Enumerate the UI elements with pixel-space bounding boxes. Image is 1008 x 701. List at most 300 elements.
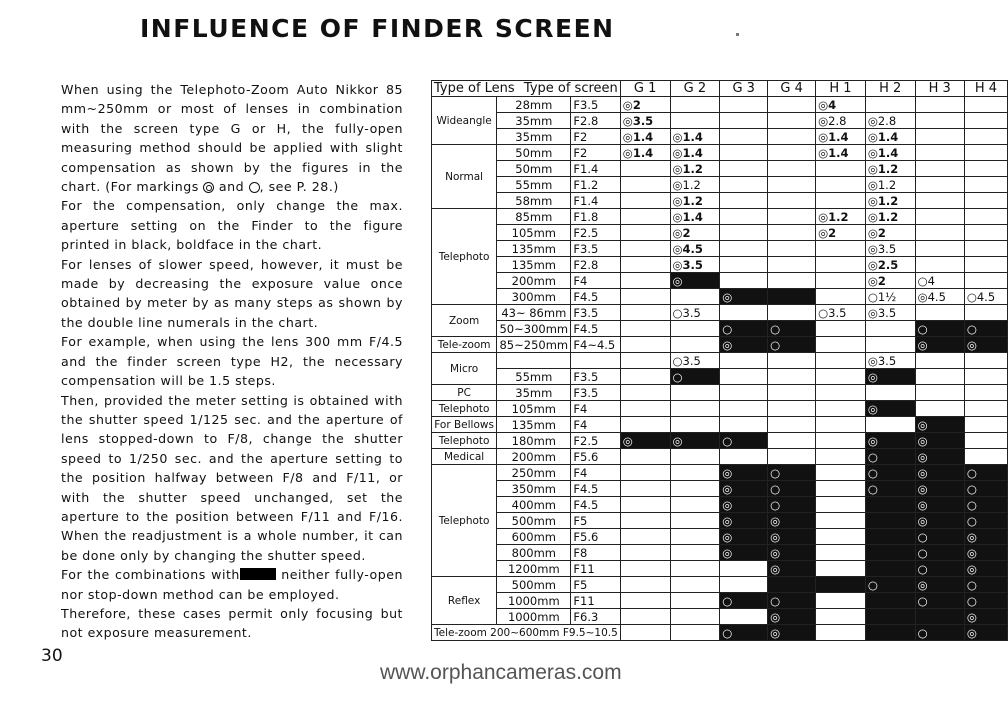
compensation-cell: ◎2	[865, 273, 915, 289]
compensation-cell: ◎3.5	[865, 241, 915, 257]
focal-length-cell: 28mm	[497, 97, 571, 113]
compensation-cell	[964, 273, 1007, 289]
compensation-cell	[720, 561, 768, 577]
compensation-cell: ○	[720, 321, 768, 337]
compensation-cell: ◎	[768, 529, 816, 545]
compensation-cell: ○	[964, 465, 1007, 481]
focal-length-cell: 800mm	[497, 545, 571, 561]
compensation-cell	[620, 545, 670, 561]
compensation-cell: ○	[720, 433, 768, 449]
compensation-cell: ◎1.2	[865, 177, 915, 193]
compensation-cell	[620, 289, 670, 305]
compensation-cell	[620, 609, 670, 625]
aperture-cell: F11	[571, 593, 620, 609]
aperture-cell: F3.5	[571, 369, 620, 385]
chart-row	[432, 145, 1008, 161]
aperture-cell: F5	[571, 577, 620, 593]
compensation-cell	[720, 177, 768, 193]
chart-row	[432, 161, 1008, 177]
compensation-cell: ○	[768, 337, 816, 353]
compensation-cell: ○	[768, 321, 816, 337]
circle-icon	[249, 182, 260, 193]
chart-row	[432, 129, 1008, 145]
compensation-cell	[865, 529, 915, 545]
compensation-cell: ◎1.4	[865, 129, 915, 145]
compensation-cell: ◎	[768, 561, 816, 577]
aperture-cell: F4.5	[571, 289, 620, 305]
compensation-cell: ○	[768, 497, 816, 513]
compensation-cell	[670, 337, 720, 353]
compensation-cell	[720, 225, 768, 241]
compensation-cell: ◎	[768, 513, 816, 529]
compensation-cell	[720, 161, 768, 177]
aperture-cell: F2.8	[571, 113, 620, 129]
lens-group-cell: Telephoto	[432, 433, 497, 449]
compensation-cell	[620, 577, 670, 593]
compensation-cell: ○	[915, 561, 964, 577]
compensation-cell	[964, 353, 1007, 369]
compensation-cell	[865, 337, 915, 353]
chart-row	[432, 353, 1008, 369]
compensation-cell	[620, 257, 670, 273]
lens-group-cell: Medical	[432, 449, 497, 465]
compensation-cell	[620, 561, 670, 577]
compensation-cell	[768, 145, 816, 161]
compensation-cell: ◎	[720, 545, 768, 561]
chart-row	[432, 449, 1008, 465]
compensation-cell: ◎1.4	[670, 129, 720, 145]
compensation-cell	[620, 193, 670, 209]
compensation-cell	[915, 225, 964, 241]
scan-speck	[736, 33, 739, 36]
compensation-cell: ◎	[865, 401, 915, 417]
compensation-cell	[720, 113, 768, 129]
compensation-cell	[915, 257, 964, 273]
compensation-cell	[964, 401, 1007, 417]
lens-group-cell: Tele-zoom	[432, 337, 497, 353]
compensation-cell	[816, 577, 866, 593]
compensation-cell: ○	[670, 369, 720, 385]
focal-length-cell: 55mm	[497, 369, 571, 385]
compensation-cell	[915, 241, 964, 257]
chart-row	[432, 369, 1008, 385]
compensation-cell	[964, 97, 1007, 113]
compensation-cell: ○	[915, 545, 964, 561]
compensation-cell	[620, 385, 670, 401]
compensation-cell: ◎4.5	[915, 289, 964, 305]
compensation-cell	[620, 513, 670, 529]
compensation-cell	[816, 417, 866, 433]
aperture-cell: F2	[571, 129, 620, 145]
compensation-cell: ○4.5	[964, 289, 1007, 305]
compensation-cell	[865, 625, 915, 641]
focal-length-cell: 135mm	[497, 257, 571, 273]
compensation-cell: ◎3.5	[620, 113, 670, 129]
compensation-cell	[964, 145, 1007, 161]
compensation-cell	[915, 209, 964, 225]
focal-length-cell: 50~300mm	[497, 321, 571, 337]
corner-screen-label: Type of screen	[523, 81, 618, 96]
compensation-cell	[768, 129, 816, 145]
compensation-cell	[670, 513, 720, 529]
compensation-cell: ○	[964, 593, 1007, 609]
compensation-cell: ◎1.4	[816, 145, 866, 161]
compensation-cell	[620, 241, 670, 257]
compensation-cell	[768, 417, 816, 433]
focal-length-cell: 35mm	[497, 113, 571, 129]
aperture-cell: F5.6	[571, 449, 620, 465]
compensation-cell: ○3.5	[816, 305, 866, 321]
compensation-cell	[620, 337, 670, 353]
compensation-cell: ◎	[964, 545, 1007, 561]
aperture-cell: F2.5	[571, 433, 620, 449]
paragraph-intro-part1: When using the Telephoto-Zoom Auto Nikkor 85 mm~250mm or most of lenses in combination with the screen type G or H, the fully-open measuring method should be applied with slight compensation as shown by the figures in the chart. (For markings	[61, 82, 403, 195]
compensation-cell	[816, 401, 866, 417]
chart-row	[432, 321, 1008, 337]
compensation-cell: ○	[964, 497, 1007, 513]
compensation-cell: ◎	[865, 433, 915, 449]
compensation-cell	[865, 385, 915, 401]
compensation-cell: ○	[964, 321, 1007, 337]
compensation-cell	[964, 433, 1007, 449]
compensation-cell: ◎	[720, 529, 768, 545]
lens-group-cell: Telephoto	[432, 465, 497, 577]
compensation-cell: ○	[865, 577, 915, 593]
paragraph-intro	[61, 80, 403, 196]
compensation-cell	[720, 577, 768, 593]
compensation-cell	[915, 177, 964, 193]
compensation-cell: ◎	[768, 545, 816, 561]
chart-row	[432, 97, 1008, 113]
compensation-cell	[620, 161, 670, 177]
chart-row	[432, 417, 1008, 433]
paragraph-example: For example, when using the lens 300 mm F/4.5 and the finder screen type H2, the necessary compensation will be 1.5 steps.	[61, 334, 403, 389]
compensation-cell	[768, 241, 816, 257]
focal-length-cell: 35mm	[497, 385, 571, 401]
focal-length-cell: 43~ 86mm	[497, 305, 571, 321]
screen-header: G 1	[620, 81, 670, 97]
compensation-cell	[670, 113, 720, 129]
chart-row	[432, 193, 1008, 209]
compensation-cell	[915, 145, 964, 161]
chart-row	[432, 561, 1008, 577]
focal-length-cell: 300mm	[497, 289, 571, 305]
compensation-cell	[816, 369, 866, 385]
compensation-cell	[670, 609, 720, 625]
compensation-cell: ◎3.5	[670, 257, 720, 273]
compensation-cell: ○	[915, 321, 964, 337]
compensation-cell	[620, 625, 670, 641]
watermark: www.orphancameras.com	[380, 661, 622, 684]
compensation-cell: ○4	[915, 273, 964, 289]
compensation-cell	[964, 369, 1007, 385]
compensation-cell: ◎2.5	[865, 257, 915, 273]
paragraph-combinations-part2: neither fully-open nor stop-down method can be employed.	[61, 567, 403, 602]
compensation-cell: ○	[915, 529, 964, 545]
compensation-cell	[865, 321, 915, 337]
compensation-cell: ○	[964, 513, 1007, 529]
compensation-cell: ◎2.8	[816, 113, 866, 129]
screen-header: H 4	[964, 81, 1007, 97]
chart-row	[432, 273, 1008, 289]
compensation-cell	[670, 625, 720, 641]
compensation-cell: ◎1.2	[865, 161, 915, 177]
paragraph-therefore: Therefore, these cases permit only focusing but not exposure measurement.	[61, 605, 403, 641]
compensation-cell	[915, 609, 964, 625]
compensation-cell: ◎2	[620, 97, 670, 113]
compensation-cell: ◎	[915, 417, 964, 433]
page-title: INFLUENCE OF FINDER SCREEN	[140, 14, 615, 43]
compensation-cell	[816, 161, 866, 177]
compensation-cell: ◎1.2	[865, 193, 915, 209]
focal-length-cell: 50mm	[497, 161, 571, 177]
paragraph-intro-part3: , see P. 28.)	[259, 179, 339, 195]
focal-length-cell: 250mm	[497, 465, 571, 481]
chart-row	[432, 337, 1008, 353]
aperture-cell: F8	[571, 545, 620, 561]
chart-row	[432, 465, 1008, 481]
compensation-cell	[720, 417, 768, 433]
chart-row	[432, 481, 1008, 497]
chart-row	[432, 593, 1008, 609]
aperture-cell	[571, 353, 620, 369]
lens-group-cell: Telephoto	[432, 401, 497, 417]
compensation-cell: ○	[915, 625, 964, 641]
focal-length-cell: 55mm	[497, 177, 571, 193]
compensation-cell	[816, 593, 866, 609]
compensation-cell	[720, 449, 768, 465]
lens-group-cell: Micro	[432, 353, 497, 385]
compensation-cell	[915, 161, 964, 177]
focal-length-cell: 350mm	[497, 481, 571, 497]
compensation-cell	[620, 401, 670, 417]
compensation-cell	[620, 273, 670, 289]
compensation-cell	[816, 465, 866, 481]
compensation-cell	[720, 145, 768, 161]
compensation-cell	[670, 545, 720, 561]
focal-length-cell: 500mm	[497, 513, 571, 529]
compensation-cell: ◎1.4	[865, 145, 915, 161]
paragraph-intro-part2: and	[218, 179, 245, 195]
compensation-cell: ◎1.2	[816, 209, 866, 225]
chart-row	[432, 545, 1008, 561]
aperture-cell: F2.8	[571, 257, 620, 273]
chart-row	[432, 401, 1008, 417]
compensation-cell	[915, 305, 964, 321]
aperture-cell: F6.3	[571, 609, 620, 625]
compensation-cell: ○	[768, 465, 816, 481]
compensation-cell: ◎	[720, 497, 768, 513]
compensation-cell: ◎2.8	[865, 113, 915, 129]
chart-row	[432, 225, 1008, 241]
compensation-cell	[816, 497, 866, 513]
compensation-cell: ◎4.5	[670, 241, 720, 257]
compensation-cell	[670, 481, 720, 497]
compensation-cell: ◎	[915, 449, 964, 465]
compensation-cell	[768, 385, 816, 401]
compensation-cell	[620, 305, 670, 321]
compensation-cell	[768, 353, 816, 369]
compensation-cell	[865, 97, 915, 113]
focal-length-cell: 135mm	[497, 417, 571, 433]
compensation-cell	[620, 593, 670, 609]
compensation-cell	[620, 369, 670, 385]
compensation-cell	[865, 545, 915, 561]
focal-length-cell: 1200mm	[497, 561, 571, 577]
chart-row	[432, 625, 1008, 641]
compensation-cell	[620, 529, 670, 545]
compensation-cell: ○	[768, 481, 816, 497]
screen-header: H 3	[915, 81, 964, 97]
compensation-cell	[720, 129, 768, 145]
compensation-cell	[964, 161, 1007, 177]
compensation-cell	[768, 257, 816, 273]
screen-header: H 2	[865, 81, 915, 97]
chart-row	[432, 177, 1008, 193]
compensation-cell: ◎	[670, 433, 720, 449]
aperture-cell: F4	[571, 273, 620, 289]
compensation-cell: ◎	[720, 337, 768, 353]
compensation-cell	[964, 193, 1007, 209]
compensation-cell	[720, 241, 768, 257]
compensation-cell	[768, 209, 816, 225]
compensation-cell	[816, 513, 866, 529]
compensation-cell: ○	[865, 481, 915, 497]
compensation-cell	[768, 449, 816, 465]
compensation-cell	[964, 417, 1007, 433]
focal-length-cell: 85mm	[497, 209, 571, 225]
compensation-cell	[915, 353, 964, 369]
aperture-cell: F4	[571, 465, 620, 481]
compensation-cell	[620, 465, 670, 481]
compensation-cell	[964, 129, 1007, 145]
compensation-cell: ◎1.2	[670, 177, 720, 193]
aperture-cell: F4.5	[571, 481, 620, 497]
compensation-cell	[816, 289, 866, 305]
focal-length-cell: 35mm	[497, 129, 571, 145]
focal-length-cell: 85~250mm	[497, 337, 571, 353]
compensation-cell: ◎	[964, 625, 1007, 641]
chart-row	[432, 577, 1008, 593]
compensation-cell	[865, 593, 915, 609]
aperture-cell: F4	[571, 401, 620, 417]
compensation-cell: ◎	[964, 609, 1007, 625]
body-text	[61, 80, 403, 643]
compensation-cell	[768, 97, 816, 113]
compensation-cell	[620, 449, 670, 465]
aperture-cell: F4~4.5	[571, 337, 620, 353]
compensation-cell	[816, 241, 866, 257]
compensation-cell	[964, 385, 1007, 401]
compensation-cell	[768, 161, 816, 177]
compensation-cell	[720, 401, 768, 417]
compensation-cell	[915, 113, 964, 129]
compensation-cell: ◎	[915, 337, 964, 353]
compensation-cell	[964, 241, 1007, 257]
compensation-cell	[670, 529, 720, 545]
compensation-cell	[620, 353, 670, 369]
compensation-cell	[816, 561, 866, 577]
aperture-cell: F1.2	[571, 177, 620, 193]
compensation-cell	[670, 385, 720, 401]
compensation-cell: ◎2	[816, 225, 866, 241]
chart-row	[432, 113, 1008, 129]
compensation-cell: ◎	[720, 513, 768, 529]
compensation-cell	[816, 433, 866, 449]
compensation-cell: ○	[865, 465, 915, 481]
focal-length-cell: 50mm	[497, 145, 571, 161]
compensation-cell	[768, 113, 816, 129]
compensation-cell	[816, 337, 866, 353]
aperture-cell: F1.4	[571, 193, 620, 209]
compensation-cell: ◎	[620, 433, 670, 449]
compensation-cell	[816, 257, 866, 273]
aperture-cell: F1.8	[571, 209, 620, 225]
compensation-cell	[865, 513, 915, 529]
compensation-cell	[964, 113, 1007, 129]
compensation-cell	[964, 177, 1007, 193]
focal-length-cell: 105mm	[497, 401, 571, 417]
compensation-cell	[865, 609, 915, 625]
chart-row	[432, 433, 1008, 449]
compensation-cell: ○	[964, 577, 1007, 593]
compensation-cell	[720, 209, 768, 225]
compensation-cell	[620, 225, 670, 241]
compensation-cell: ◎1.4	[670, 209, 720, 225]
compensation-cell: ◎3.5	[865, 305, 915, 321]
compensation-cell	[964, 257, 1007, 273]
compensation-cell	[720, 385, 768, 401]
compensation-cell	[816, 273, 866, 289]
compensation-cell	[670, 593, 720, 609]
compensation-cell	[620, 417, 670, 433]
compensation-cell: ◎	[915, 433, 964, 449]
chart-row	[432, 609, 1008, 625]
compensation-cell	[915, 401, 964, 417]
compensation-cell	[816, 609, 866, 625]
compensation-cell	[670, 465, 720, 481]
page-number: 30	[41, 646, 63, 666]
compensation-cell	[620, 321, 670, 337]
compensation-cell	[865, 417, 915, 433]
aperture-cell: F3.5	[571, 241, 620, 257]
focal-length-cell: 1000mm	[497, 609, 571, 625]
compensation-cell	[670, 561, 720, 577]
compensation-cell	[915, 369, 964, 385]
focal-length-cell: 58mm	[497, 193, 571, 209]
compensation-cell	[964, 225, 1007, 241]
compensation-cell	[768, 401, 816, 417]
compensation-cell	[915, 193, 964, 209]
focal-length-cell: 1000mm	[497, 593, 571, 609]
compensation-cell: ◎	[720, 289, 768, 305]
compensation-cell	[768, 273, 816, 289]
compensation-cell	[964, 305, 1007, 321]
aperture-cell: F1.4	[571, 161, 620, 177]
compensation-cell	[768, 433, 816, 449]
aperture-cell: F3.5	[571, 385, 620, 401]
chart-corner-header	[432, 81, 621, 97]
compensation-cell	[768, 305, 816, 321]
compensation-cell	[915, 385, 964, 401]
aperture-cell: F2.5	[571, 225, 620, 241]
chart-row	[432, 385, 1008, 401]
chart-row	[432, 497, 1008, 513]
compensation-cell	[720, 97, 768, 113]
screen-header: H 1	[816, 81, 866, 97]
compensation-cell: ○	[768, 593, 816, 609]
compensation-cell	[768, 577, 816, 593]
